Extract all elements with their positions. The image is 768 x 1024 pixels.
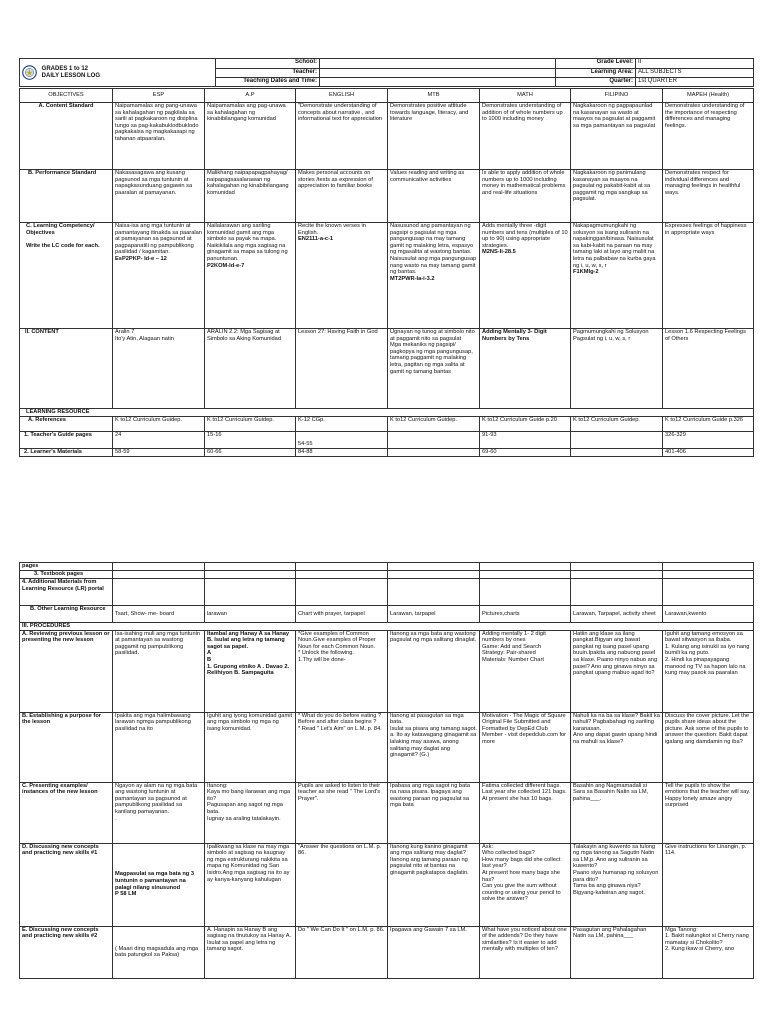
lc-code: F1KMIg-2 bbox=[573, 269, 599, 276]
cell-english: Pupils are asked to listen to their teacher as she read " The Lord's Prayer". bbox=[296, 782, 388, 843]
cell-esp: Magpasulat sa mga bata ng 3 tuntunin o pamantayan na palagi nilang sinusunod P 58 LM bbox=[113, 843, 205, 926]
school-label: School: bbox=[216, 59, 320, 69]
cell-filipino bbox=[571, 449, 663, 457]
cell-esp: 58-59 bbox=[113, 449, 205, 457]
cell-ap: A. Hanapin sa Hanay B ang sagisag na tinutukoy sa Hanay A. Isulat sa papel ang letra ng tamang sagot. bbox=[205, 926, 296, 978]
cell-mtb: Ipagawa ang Gawain 7 sa LM. bbox=[388, 926, 480, 978]
lc-code: M2NS-Ii-28.5 bbox=[482, 249, 516, 256]
cell-mapeh: Iguhit ang tamang emosyon sa bawat sitwasyon sa ibaba. 1. Kulang ang isinukli sa iyo nang bumili ka ng puto. 2. Hindi ka pinapayagang manood ng TV sa hapon lalo na kung may pasok sa paaralan bbox=[663, 630, 754, 712]
references-row bbox=[20, 417, 754, 432]
row-label: 2. Learner's Materials bbox=[20, 449, 113, 457]
cell-math: 69-60 bbox=[480, 449, 571, 457]
row-label: 4. Additional Materials from Learning Resource (LR) portal bbox=[20, 579, 113, 606]
dates-value[interactable] bbox=[320, 78, 556, 87]
row-label: D. Discussing new concepts and practicing new skills #1 bbox=[20, 843, 113, 926]
cell-ap: Ipalikwang sa klase na may mga simbolo at sagisag na kaugnay ng mga estrukturang nakikita sa mapa ng Komunidad ng San Isidro.Ang mga sagisag na ito ay ay kanya-kanyang kahulugan bbox=[205, 843, 296, 926]
cell-mapeh: Give instructions for Linangin, p. 114. bbox=[663, 843, 754, 926]
cell-filipino: Larawan, Tarpapel, activity sheet bbox=[571, 606, 663, 623]
teachers-guide-row bbox=[20, 432, 754, 449]
column-header-row bbox=[20, 89, 754, 103]
title-line2: DAILY LESSON LOG bbox=[41, 72, 101, 79]
cell-mtb: Nasusunod ang pamantayan ng pagsipi o pagsulat ng mga pangungusap na may tamang gamit ng malaking letra, espasyo ng mgasalita at wastong bantas. Naisusulat ang mga pangungusap nang wasto na may tamang gamit ng bantas. MT2PWR-Ia-i-3.2 bbox=[388, 223, 480, 329]
cell-mtb: Ugnayan ng tunog at simbolo nito at paggamit nito sa pagsulat Mga mekaniks ng pagsipi/ pagkopya ng mga pangungusap, tamang paggamit ng malaking letra, pagitan ng mga salita at gamit ng tamang bantas bbox=[388, 329, 480, 409]
cell-mtb bbox=[388, 432, 480, 449]
cell-math: Fatima collected different bags. Last year she collected 121 bags. At present she has 10 bags. bbox=[480, 782, 571, 843]
col-esp: ESP bbox=[113, 89, 205, 103]
row-label: B. Establishing a purpose for the lesson bbox=[20, 712, 113, 782]
col-english: ENGLISH bbox=[296, 89, 388, 103]
cell-esp: Tsart, Show- me- board bbox=[113, 606, 205, 623]
learning-resource-row bbox=[20, 409, 754, 417]
cell-ap: larawan bbox=[205, 606, 296, 623]
cell-mapeh: 326-329 bbox=[663, 432, 754, 449]
procedure-a-row bbox=[20, 630, 754, 712]
cell-mtb: Values reading and writing as communicative activities bbox=[388, 170, 480, 223]
cell-filipino bbox=[571, 432, 663, 449]
cell-esp: Naisa-isa ang mga tuntunin at pamantayang itinakda sa paaralan at pamayanan sa pagsunod at pagpapanatili ng pampublikong pasilidad / kagamitan. EsP2PKP- Id-e – 12 bbox=[113, 223, 205, 329]
cell-mapeh: Tell the pupils to show the emotions that the teacher will say. Happy lonely amaze angry surprised bbox=[663, 782, 754, 843]
row-label-note: Write the LC code for each. bbox=[26, 242, 100, 249]
cell-mtb: K to12 Curriculum Guidep. bbox=[388, 417, 480, 432]
cell-esp: Ipakita ang mga halimbawang larawan ngmga pampublikong pasilidad na ito bbox=[113, 712, 205, 782]
row-label: A. Content Standard bbox=[20, 103, 113, 170]
cell-ap: ARALIN 2.2: Mga Sagisag at Simbolo sa Aking Komunidad bbox=[205, 329, 296, 409]
cell-ap: K to12 Curriculum Guidep. bbox=[205, 417, 296, 432]
procedures-row bbox=[20, 623, 754, 631]
cell-english: 84-88 bbox=[296, 449, 388, 457]
cell-english: K-12 CGp. bbox=[296, 417, 388, 432]
cell-mtb: Itanong kung kanino ginagamit ang mga salitang may daglat? Itanong ang tamang paraan ng pagsulat nito at bantas na ginagamit pagkatapos daglatin. bbox=[388, 843, 480, 926]
cell-math: Motivation - The Magic of Square Original File Submitted and Formatted by DepEd Club Member - visit depedclub.com for more bbox=[480, 712, 571, 782]
col-filipino: FILIPINO bbox=[571, 89, 663, 103]
cell-english: Do " We Can Do It " on L.M. p. 86. bbox=[296, 926, 388, 978]
cell-ap: 15-16 bbox=[205, 432, 296, 449]
cell-esp: Ngayon ay alam na ng mga bata ang wastong tuntunin at pamantayan sa pagsunod at pampublikong pasilidad sa kanilang pamayanan. . bbox=[113, 782, 205, 843]
cell-math: What have you noticed about one of the addends? Do they have similarities? Is it easier to add mentally with multiples of ten? bbox=[480, 926, 571, 978]
other-resource-row bbox=[20, 606, 754, 623]
grade-value: II bbox=[636, 59, 754, 69]
cell-mtb: Ipabasa ang mga sagot ng bata na nasa pisara. Ipagaya ang wastong paraan ng pagsulat sa mga bata bbox=[388, 782, 480, 843]
cell-english: * What do you do before eating ? Before and after class begins ? * Read " Let's Aim" on L.M. p. 84. bbox=[296, 712, 388, 782]
cell-filipino: Pasagutan ang Pahalagahan Natin sa LM, pahina___ bbox=[571, 926, 663, 978]
learning-resource-label: LEARNING RESOURCE bbox=[20, 409, 754, 417]
procedure-e-row bbox=[20, 926, 754, 978]
cell-filipino: Nagkakaroon ng pagpapaunlad na kasanayan sa wasto at maayos na pagsulat at paggamit sa mga pamantayan sa pagsulat bbox=[571, 103, 663, 170]
learners-materials-row bbox=[20, 449, 754, 457]
cell-english: Makes personal accounts on stories /texts as expression of appreciation to familiar books bbox=[296, 170, 388, 223]
row-label: 3. Textbook pages bbox=[20, 571, 113, 579]
cell-esp: ( Maari ding magsadula ang mga bata patungkol sa Paksa) bbox=[113, 926, 205, 978]
grade-label: Grade Level: bbox=[556, 59, 636, 69]
cell-filipino: Hatiin ang klase sa ilang pangkat.Bigyan ang bawat pangkat ng isang pasel upang buuin.Ipakita ang nabuong pasel sa klase. Paano ninyo nabuo ang pasel? Ano ang ginawa ninyo sa pangkat upang mabuo agad ito? bbox=[571, 630, 663, 712]
lc-code: MT2PWR-Ia-i-3.2 bbox=[390, 275, 435, 282]
row-label: C. Presenting examples/ instances of the new lesson bbox=[20, 782, 113, 843]
col-objectives: OBJECTIVES bbox=[20, 89, 113, 103]
col-mtb: MTB bbox=[388, 89, 480, 103]
cell-english: "Answer the questions on L.M. p. 86. bbox=[296, 843, 388, 926]
cell-ap: Malikhang naipapapagpahayag/ naipapagsasalarawan ng kahalagahan ng kinabibilangang komunidad bbox=[205, 170, 296, 223]
row-label: E. Discussing new concepts and practicing new skills #2 bbox=[20, 926, 113, 978]
lc-code: P2KOM-Id-e-7 bbox=[207, 262, 245, 269]
cell-mapeh: Mga Tanong: 1. Bakit nalungkot si Cherry nang mamatay si Chokolito? 2. Kung ikaw si Cherry, ano bbox=[663, 926, 754, 978]
cell-esp: K to12 Curriculum Guidep. bbox=[113, 417, 205, 432]
cell-ap: Itanong: Kaya mo bang ilarawan ang mga ito? Pagusapan ang sagot ng mga bata. Iugnay sa araling tatalakayin. bbox=[205, 782, 296, 843]
school-value[interactable] bbox=[320, 59, 556, 69]
area-value: ALL SUBJECTS bbox=[636, 69, 754, 78]
row-label-cell bbox=[20, 223, 113, 329]
cell-mapeh: Demonstrates respect for individual differences and managing feelings in healthful ways. bbox=[663, 170, 754, 223]
cell-mtb: Demonstrates positive attitude towards language, literacy, and literature bbox=[388, 103, 480, 170]
procedure-d-row bbox=[20, 843, 754, 926]
row-label: II. CONTENT bbox=[20, 329, 113, 409]
cell-english: "Demonstrate understanding of concepts about narrative , and informational text for appreciation bbox=[296, 103, 388, 170]
lc-code: EsP2PKP- Id-e – 12 bbox=[115, 255, 167, 262]
quarter-label: Quarter: bbox=[556, 78, 636, 87]
lesson-log-page-2 bbox=[19, 562, 753, 979]
title-line1: GRADES 1 to 12 bbox=[41, 65, 89, 72]
cell-filipino: Nahuli ka na ba sa klase? Bakit ka nahuli? Pagbabahagi ng sariling karanasan. Ano ang dapat gawin upang hindi na mahuli sa klase? bbox=[571, 712, 663, 782]
cell-esp: Nakasasagawa ang kusang pagsunod sa mga tuntunin at napagkasunduang gagawin sa paaralan at pamayanan. bbox=[113, 170, 205, 223]
lc-code: EN2111-a-c-1 bbox=[298, 236, 334, 243]
cell-mapeh: 401-406 bbox=[663, 449, 754, 457]
cell-math: Adds mentally three -digit numbers and tens (multiples of 10 up to 90) using appropriate strategies. M2NS-Ii-28.5 bbox=[480, 223, 571, 329]
quarter-value: 1st QUARTER bbox=[636, 78, 754, 87]
cell-filipino: Basahin ang Nagmamadali si Sara sa Basahin Natin sa LM, pahina___. bbox=[571, 782, 663, 843]
cell-math: 91-93 bbox=[480, 432, 571, 449]
cell-mapeh: Expresses feelings of happiness in appropriate ways bbox=[663, 223, 754, 329]
cell-mtb: Itanong sa mga bata ang wastong pagsulat ng mga salitang dinaglat. bbox=[388, 630, 480, 712]
cell-mtb: Itanong at pasagutan sa mga bata. Isulat sa pisara ang tamang sagot. a. Ito ay katawagang ginagamit sa lalaking may asawa, anong salitang may daglat ang ginagamit? (G.) bbox=[388, 712, 480, 782]
procedures-table bbox=[19, 562, 754, 979]
row-label: B. Performance Standard bbox=[20, 170, 113, 223]
cell-mtb bbox=[388, 449, 480, 457]
cell-filipino: Nakapagmumungkahi ng solusyon sa isang suliranin na napakinggan/binasa. Naisusulat sa kabi-kabit na paraan na may tamang laki at layo ang maliit na letra na palbabaw na kurba gaya ng i, u, w, s, r F1KMIg-2 bbox=[571, 223, 663, 329]
cell-ap: Iguhit ang iyong komunidad gamit ang mga simbolo ng mga ng isang komunidad. bbox=[205, 712, 296, 782]
cell-mapeh: Demonstrates understanding of the importance of respecting differences and managing feelings. bbox=[663, 103, 754, 170]
cell-english: 54-55 bbox=[296, 432, 388, 449]
cell-math: Adding Mentally 3- Digit Numbers by Tens bbox=[480, 329, 571, 409]
dates-label: Teaching Dates and Time: bbox=[216, 78, 320, 87]
cell-english: *Give examples of Common Noun.Give examples of Proper Noun for each Common Noun. * Unlock the following. 1.Thy will be done- bbox=[296, 630, 388, 712]
cell-math: Is able to apply addition of whole numbers up to 1000 including money in mathematical problems and real-life situations bbox=[480, 170, 571, 223]
header-title-cell bbox=[20, 59, 216, 87]
row-label: pages bbox=[20, 563, 113, 571]
cell-english: Lesson 27: Having Faith in God bbox=[296, 329, 388, 409]
additional-materials-row bbox=[20, 579, 754, 606]
header-table bbox=[19, 58, 754, 87]
lesson-log-page-1 bbox=[19, 58, 753, 457]
row-label: A. References bbox=[20, 417, 113, 432]
col-math: MATH bbox=[480, 89, 571, 103]
textbook-row bbox=[20, 571, 754, 579]
procedure-b-row bbox=[20, 712, 754, 782]
cell-english: Recite the known verses in English. EN2111-a-c-1 bbox=[296, 223, 388, 329]
teacher-label: Teacher: bbox=[216, 69, 320, 78]
cell-mapeh: Lesson 1.6 Respecting Feelings of Others bbox=[663, 329, 754, 409]
pages-row bbox=[20, 563, 754, 571]
cell-filipino: Talakayin ang kuwento sa tulong ng mga tanong sa Sagutin Natin sa LM,p. Ano ang suliranin sa kuwento? Paano siya humanap ng solusyon para dito? Tama ba ang ginawa niya? Bigyang-katwiran ang sagot. bbox=[571, 843, 663, 926]
cell-esp: Aralin 7 Ito'y Atin, Alagaan natin bbox=[113, 329, 205, 409]
cell-esp: Naipamamalas ang pang-unawa sa kahalagahan ng pagkilala sa sarili at pagkakaroon ng disiplina tungo sa pag-kakabuklodbuklodo pagkakaisa ng magkakasapi ng tahanan atpaaralan. bbox=[113, 103, 205, 170]
row-label: A. Reviewing previous lesson or presenting the new lesson bbox=[20, 630, 113, 712]
deped-seal-icon bbox=[22, 65, 37, 80]
cell-ap: 60-66 bbox=[205, 449, 296, 457]
cell-ap: Naipamamalas ang pag-unawa sa kahalagahan ng kinabibilangang komunidad bbox=[205, 103, 296, 170]
cell-esp: Isa-isahing muli ang mga tuntunin at pamantayan sa wastong paggamit ng pampublikong pasilidad. bbox=[113, 630, 205, 712]
content-standard-row bbox=[20, 103, 754, 170]
cell-esp: 24 bbox=[113, 432, 205, 449]
cell-filipino: Pagmumungkahi ng Solusyon Pagsulat ng i, u, w, s, r bbox=[571, 329, 663, 409]
cell-ap: Nailalarawan ang sariling komunidad gamit ang mga simbolo sa payak na mapa. Naikikilala ang mga sagisag na ginagamit sa mapa sa tulong ng panuntunan. P2KOM-Id-e-7 bbox=[205, 223, 296, 329]
cell-ap: Itambal ang Hanay A sa Hanay B. Isulat ang letra ng tamang sagot sa papel. A B 1. Grupong etniko A . Davao 2. Relihiyon B. Sampaguita bbox=[205, 630, 296, 712]
procedures-label: III. PROCEDURES bbox=[20, 623, 754, 631]
procedure-c-row bbox=[20, 782, 754, 843]
cell-math: Ask: Who collected bags? How many bags did she collect last year? At present how many bags she has? Can you give the sum without counting or using your pencil to solve the answer? bbox=[480, 843, 571, 926]
cell-filipino: Nagkakaroon ng panimulang kasanayan sa maayos na pagsulat ng pakabit-kabit at sa paggamit ng mga sangkap sa pagsulat. bbox=[571, 170, 663, 223]
cell-mapeh: K to12 Curriculum Guide p.326 bbox=[663, 417, 754, 432]
cell-math: Pictures,charts bbox=[480, 606, 571, 623]
cell-filipino: K to12 Curriculum Guidep. bbox=[571, 417, 663, 432]
cell-mapeh: Discuss the cover picture. Let the pupils share ideas about the picture. Ask some of the pupils to answer the question: Bakit dapat igalang ang damdamin ng iba? bbox=[663, 712, 754, 782]
row-label: C. Learning Competency/ Objectives bbox=[26, 223, 95, 236]
content-row bbox=[20, 329, 754, 409]
cell-math: Adding mentally 1- 2 digit numbers by ones Game: Add and Search Strategy: Pair-shared Materials: Number Chart bbox=[480, 630, 571, 712]
teacher-value[interactable] bbox=[320, 69, 556, 78]
objectives-table bbox=[19, 88, 754, 457]
col-ap: A.P bbox=[205, 89, 296, 103]
row-label: B. Other Learning Resource bbox=[20, 606, 113, 623]
cell-english: Chart with prayer, tarpapel bbox=[296, 606, 388, 623]
cell-math: K to12 Curriculum Guide p.20 bbox=[480, 417, 571, 432]
performance-standard-row bbox=[20, 170, 754, 223]
cell-mtb: Larawan, tarpapel bbox=[388, 606, 480, 623]
row-label: 1. Teacher's Guide pages bbox=[20, 432, 113, 449]
col-mapeh: MAPEH (Health) bbox=[663, 89, 754, 103]
learning-competency-row bbox=[20, 223, 754, 329]
cell-mapeh: Larawan,kwento bbox=[663, 606, 754, 623]
area-label: Learning Area: bbox=[556, 69, 636, 78]
cell-math: Demonstrates understanding of addition of of whole numbers up to 1000 including money bbox=[480, 103, 571, 170]
